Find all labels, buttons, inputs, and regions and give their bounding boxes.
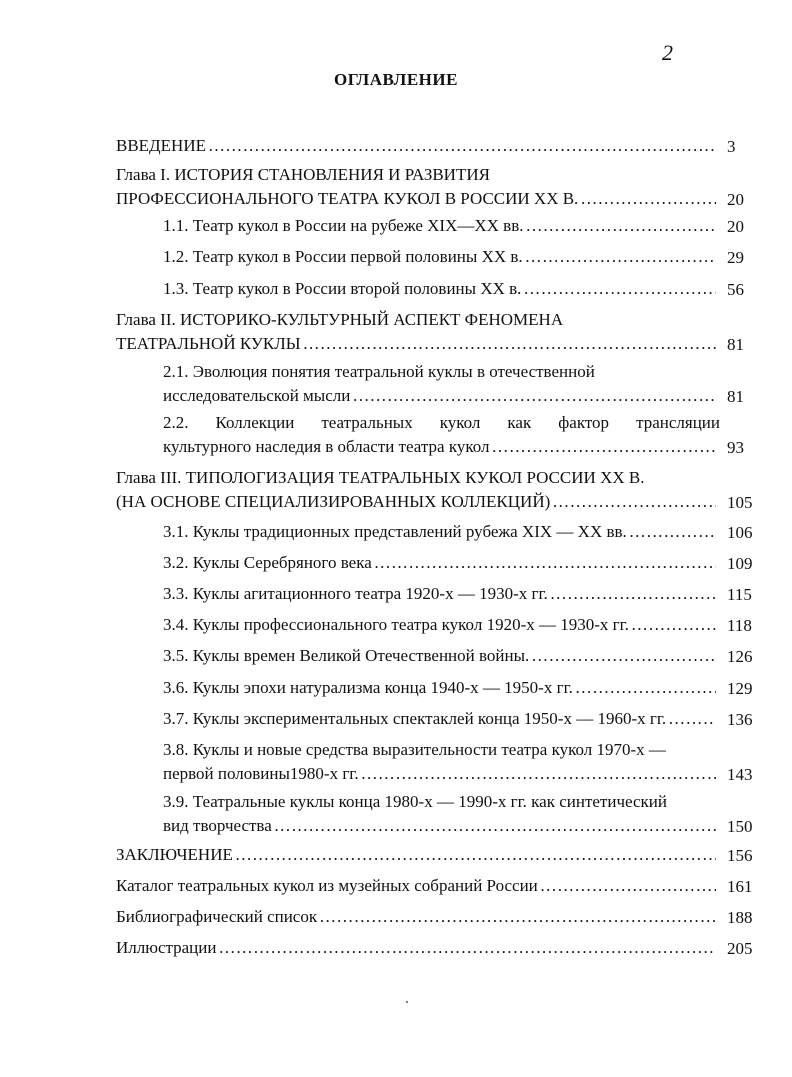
- toc-entry-line: [163, 644, 716, 668]
- dot-leader: [580, 187, 716, 211]
- toc-entry-text: ПРОФЕССИОНАЛЬНОГО ТЕАТРА КУКОЛ В РОССИИ XX В.: [116, 189, 579, 208]
- toc-page-number: 81: [727, 335, 744, 354]
- toc-entry-line: [116, 134, 716, 158]
- toc-entry-text: 3.2. Куклы Серебряного века: [163, 553, 372, 572]
- toc-entry-line: [116, 490, 716, 514]
- toc-entry-line: [116, 843, 716, 867]
- scan-speck: [406, 1001, 408, 1003]
- toc-page-number: 3: [727, 137, 736, 156]
- toc-entry-text: 3.4. Куклы профессионального театра кукол 1920-х — 1930-х гг.: [163, 615, 629, 634]
- toc-entry-text: Глава I. ИСТОРИЯ СТАНОВЛЕНИЯ И РАЗВИТИЯ: [116, 165, 490, 184]
- dot-leader: [218, 936, 716, 960]
- dot-leader: [550, 582, 716, 606]
- toc-title: ОГЛАВЛЕНИЕ: [334, 70, 458, 89]
- toc-page-number: 126: [727, 647, 753, 666]
- dot-leader: [235, 843, 716, 867]
- toc-entry-line: [163, 582, 716, 606]
- toc-entry-text: ВВЕДЕНИЕ: [116, 136, 206, 155]
- toc-entry-text: ЗАКЛЮЧЕНИЕ: [116, 845, 233, 864]
- dot-leader: [208, 134, 716, 158]
- toc-page-number: 115: [727, 585, 752, 604]
- toc-entry-text: 1.1. Театр кукол в России на рубеже XIX—XX вв.: [163, 216, 524, 235]
- page-mark: 2: [662, 40, 673, 65]
- toc-entry-line: [163, 814, 716, 838]
- toc-page-number: 109: [727, 554, 753, 573]
- toc-page-number: 205: [727, 939, 753, 958]
- toc-entry-text: 1.3. Театр кукол в России второй половины XX в.: [163, 279, 522, 298]
- toc-entry-text: 3.8. Куклы и новые средства выразительности театра кукол 1970-х —: [163, 740, 666, 759]
- toc-entry-text: Глава II. ИСТОРИКО-КУЛЬТУРНЫЙ АСПЕКТ ФЕНОМЕНА: [116, 310, 564, 329]
- toc-page-number: 106: [727, 523, 753, 542]
- toc-entry-text: первой половины1980-х гг.: [163, 764, 359, 783]
- toc-entry-line: [163, 551, 716, 575]
- toc-entry-line: [163, 676, 716, 700]
- toc-entry-text: 3.1. Куклы традиционных представлений рубежа XIX — XX вв.: [163, 522, 627, 541]
- toc-entry-text: 1.2. Театр кукол в России первой половины XX в.: [163, 247, 523, 266]
- toc-page-number: 150: [727, 817, 753, 836]
- toc-entry-text: 3.5. Куклы времен Великой Отечественной войны.: [163, 646, 530, 665]
- toc-entry-text: 3.7. Куклы экспериментальных спектаклей конца 1950-х — 1960-х гг.: [163, 709, 667, 728]
- toc-entry-line: [163, 707, 716, 731]
- toc-page-number: 93: [727, 438, 744, 457]
- dot-leader: [319, 905, 716, 929]
- toc-entry-text: 2.1. Эволюция понятия театральной куклы в отечественной: [163, 362, 595, 381]
- toc-entry-text: Каталог театральных кукол из музейных собраний России: [116, 876, 538, 895]
- dot-leader: [525, 245, 716, 269]
- toc-entry-text: Библиографический список: [116, 907, 318, 926]
- dot-leader: [631, 613, 716, 637]
- dot-leader: [523, 277, 716, 301]
- dot-leader: [540, 874, 716, 898]
- toc-page-number: 161: [727, 877, 753, 896]
- toc-entry-text: Глава III. ТИПОЛОГИЗАЦИЯ ТЕАТРАЛЬНЫХ КУКОЛ РОССИИ XX В.: [116, 468, 645, 487]
- toc-entry-line: [163, 520, 716, 544]
- toc-page-number: 143: [727, 765, 753, 784]
- toc-entry-line: [163, 762, 716, 786]
- toc-entry-text: исследовательской мысли: [163, 386, 351, 405]
- toc-page-number: 118: [727, 616, 752, 635]
- toc-entry-text: культурного наследия в области театра кукол: [163, 437, 490, 456]
- toc-entry-text: 3.3. Куклы агитационного театра 1920-х — 1930-х гг.: [163, 584, 548, 603]
- dot-leader: [374, 551, 716, 575]
- toc-entry-text: 2.2. Коллекции театральных кукол как фактор трансляции: [163, 413, 720, 432]
- toc-entry-line: [163, 384, 716, 408]
- toc-entry-line: [116, 332, 716, 356]
- toc-entry-text: (НА ОСНОВЕ СПЕЦИАЛИЗИРОВАННЫХ КОЛЛЕКЦИЙ): [116, 492, 551, 511]
- toc-page-number: 20: [727, 217, 744, 236]
- toc-page-number: 136: [727, 710, 753, 729]
- toc-entry-line: [163, 277, 716, 301]
- toc-page-number: 81: [727, 387, 744, 406]
- dot-leader: [629, 520, 716, 544]
- dot-leader: [303, 332, 716, 356]
- dot-leader: [575, 676, 716, 700]
- toc-page-number: 56: [727, 280, 744, 299]
- toc-page-number: 29: [727, 248, 744, 267]
- toc-entry-line: [116, 905, 716, 929]
- toc-entry-line: [163, 245, 716, 269]
- toc-page-number: 129: [727, 679, 753, 698]
- dot-leader: [274, 814, 716, 838]
- dot-leader: [492, 435, 716, 459]
- toc-entry-line: [163, 214, 716, 238]
- toc-page-number: 188: [727, 908, 753, 927]
- dot-leader: [525, 214, 716, 238]
- toc-entry-text: 3.6. Куклы эпохи натурализма конца 1940-х — 1950-х гг.: [163, 678, 573, 697]
- dot-leader: [668, 707, 716, 731]
- toc-entry-text: Иллюстрации: [116, 938, 217, 957]
- toc-entry-line: [163, 613, 716, 637]
- toc-entry-text: 3.9. Театральные куклы конца 1980-х — 1990-х гг. как синтетический: [163, 792, 667, 811]
- dot-leader: [361, 762, 716, 786]
- dot-leader: [352, 384, 716, 408]
- toc-page-number: 156: [727, 846, 753, 865]
- toc-page-number: 20: [727, 190, 744, 209]
- toc-entry-line: [116, 187, 716, 211]
- toc-entry-line: [116, 936, 716, 960]
- toc-entry-text: ТЕАТРАЛЬНОЙ КУКЛЫ: [116, 334, 301, 353]
- toc-entry-text: вид творчества: [163, 816, 272, 835]
- toc-entry-line: [116, 874, 716, 898]
- toc-entry-line: [163, 435, 716, 459]
- dot-leader: [552, 490, 716, 514]
- toc-page-number: 105: [727, 493, 753, 512]
- dot-leader: [531, 644, 716, 668]
